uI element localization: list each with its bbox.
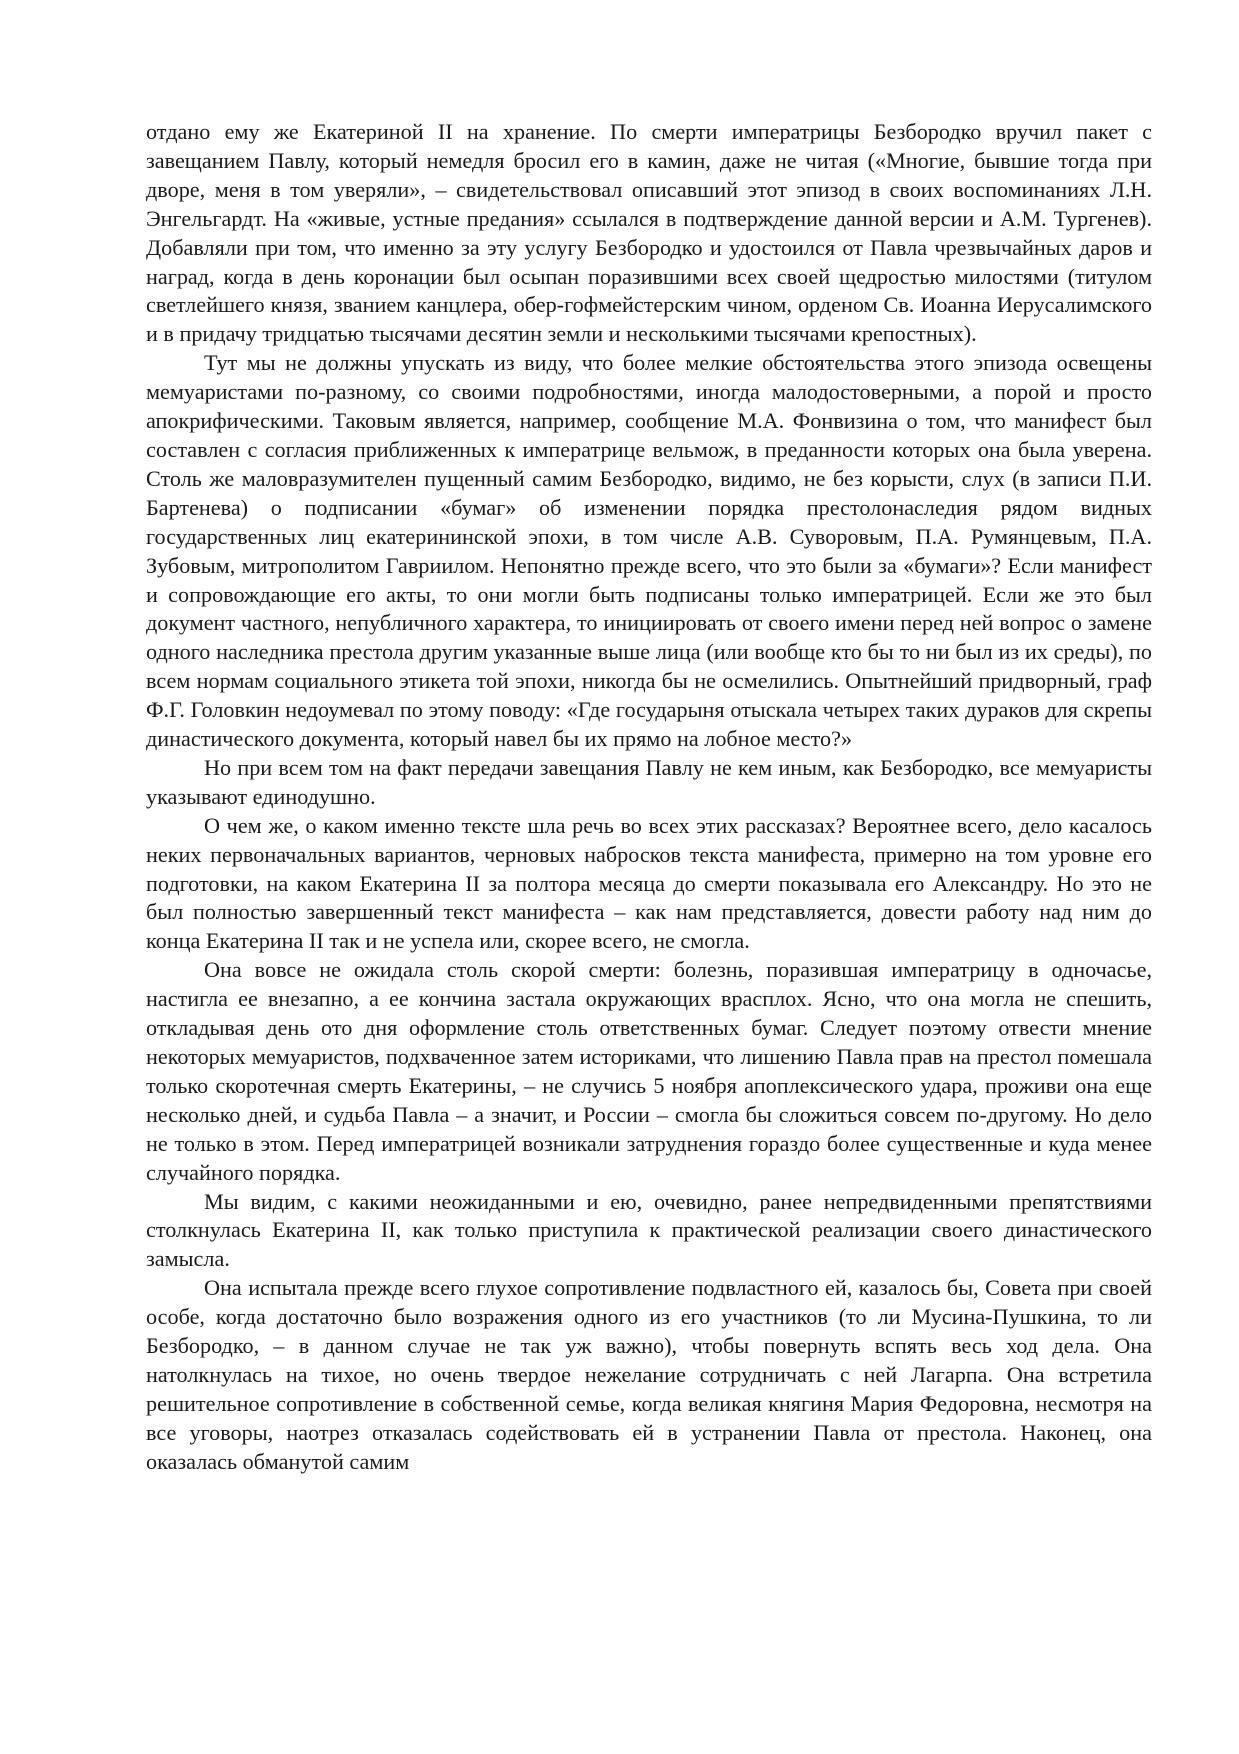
- paragraph-4: О чем же, о каком именно тексте шла речь во всех этих рассказах? Вероятнее всего, дело касалось неких первоначальных вариантов, черновых набросков текста манифеста, примерно на том уровне его подготовки, на каком Екатерина II за полтора месяца до смерти показывала его Александру. Но это не был полностью завершенный текст манифеста – как нам представляется, довести работу над ним до конца Екатерина II так и не успела или, скорее всего, не смогла.: [146, 812, 1152, 954]
- paragraph-3: Но при всем том на факт передачи завещания Павлу не кем иным, как Безбородко, все мемуаристы указывают единодушно.: [146, 754, 1152, 809]
- paragraph-5: Она вовсе не ожидала столь скорой смерти: болезнь, поразившая императрицу в одночасье, настигла ее внезапно, а ее кончина застала окружающих врасплох. Ясно, что она могла не спешить, откладывая день ото дня оформление столь ответственных бумаг. Следует поэтому отвести мнение некоторых мемуаристов, подхваченное затем историками, что лишению Павла прав на престол помешала только скоротечная смерть Екатерины, – не случись 5 ноября апоплексического удара, проживи она еще несколько дней, и судьба Павла – а значит, и России – смогла бы сложиться совсем по-другому. Но дело не только в этом. Перед императрицей возникали затруднения гораздо более существенные и куда менее случайного порядка.: [146, 957, 1152, 1185]
- paragraph-6: Мы видим, с какими неожиданными и ею, очевидно, ранее непредвиденными препятствиями столкнулась Екатерина II, как только приступила к практической реализации своего династического замысла.: [146, 1188, 1152, 1272]
- paragraph-2: Тут мы не должны упускать из виду, что более мелкие обстоятельства этого эпизода освещены мемуаристами по-разному, со своими подробностями, иногда малодостоверными, а порой и просто апокрифическими. Таковым является, например, сообщение М.А. Фонвизина о том, что манифест был составлен с согласия приближенных к императрице вельмож, в преданности которых она была уверена. Столь же маловразумителен пущенный самим Безбородко, видимо, не без корысти, слух (в записи П.И. Бартенева) о подписании «бумаг» об изменении порядка престолонаследия рядом видных государственных лиц екатерининской эпохи, в том числе А.В. Суворовым, П.А. Румянцевым, П.А. Зубовым, митрополитом Гавриилом. Непонятно прежде всего, что это были за «бумаги»? Если манифест и сопровождающие его акты, то они могли быть подписаны только императрицей. Если же это был документ частного, непубличного характера, то инициировать от своего имени перед ней вопрос о замене одного наследника престола другим указанные выше лица (или вообще кто бы то ни был из их среды), по всем нормам социального этикета той эпохи, никогда бы не осмелились. Опытнейший придворный, граф Ф.Г. Головкин недоумевал по этому поводу: «Где государыня отыскала четырех таких дураков для скрепы династического документа, который навел бы их прямо на лобное место?»: [146, 350, 1152, 752]
- paragraph-7: Она испытала прежде всего глухое сопротивление подвластного ей, казалось бы, Совета при своей особе, когда достаточно было возражения одного из его участников (то ли Мусина-Пушкина, то ли Безбородко, – в данном случае не так уж важно), чтобы повернуть вспять весь ход дела. Она натолкнулась на тихое, но очень твердое нежелание сотрудничать с ней Лагарпа. Она встретила решительное сопротивление в собственной семье, когда великая княгиня Мария Федоровна, несмотря на все уговоры, наотрез отказалась содействовать ей в устранении Павла от престола. Наконец, она оказалась обманутой самим: [146, 1275, 1152, 1474]
- document-page: [146, 118, 1152, 1477]
- paragraph-1: отдано ему же Екатериной II на хранение. По смерти императрицы Безбородко вручил пакет с завещанием Павлу, который немедля бросил его в камин, даже не читая («Многие, бывшие тогда при дворе, меня в том уверяли», – свидетельствовал описавший этот эпизод в своих воспоминаниях Л.Н. Энгельгардт. На «живые, устные предания» ссылался в подтверждение данной версии и А.М. Тургенев). Добавляли при том, что именно за эту услугу Безбородко и удостоился от Павла чрезвычайных даров и наград, когда в день коронации был осыпан поразившими всех своей щедростью милостями (титулом светлейшего князя, званием канцлера, обер-гофмейстерским чином, орденом Св. Иоанна Иерусалимского и в придачу тридцатью тысячами десятин земли и несколькими тысячами крепостных).: [146, 119, 1152, 347]
